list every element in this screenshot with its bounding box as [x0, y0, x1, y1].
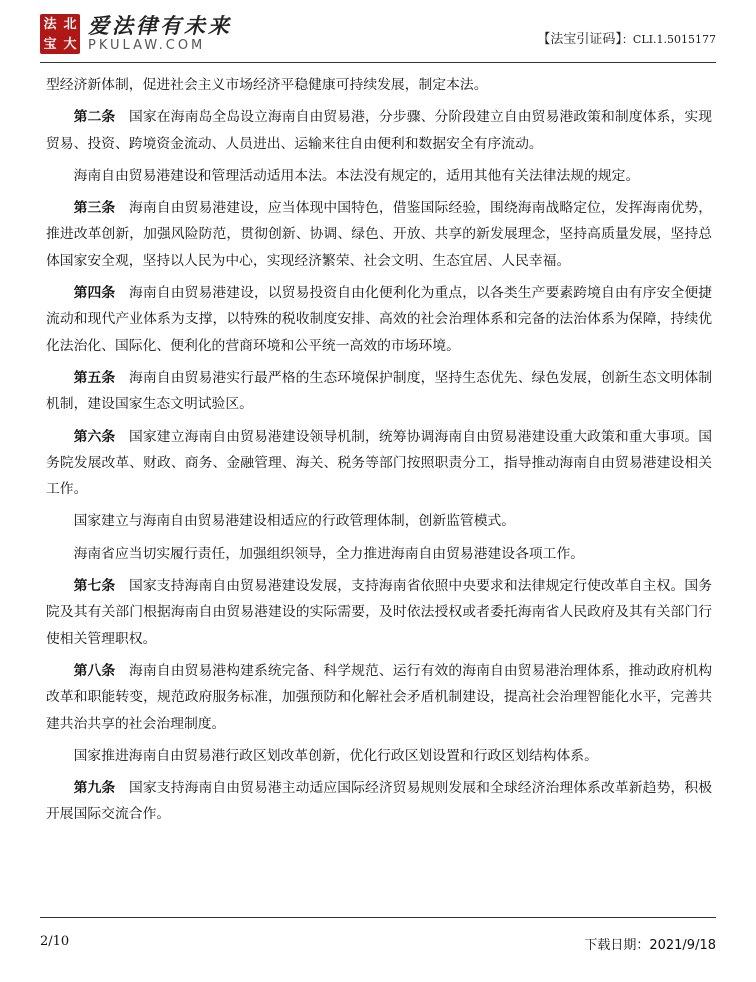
law-paragraph: [46, 365, 712, 418]
seal-char: 宝: [43, 36, 57, 52]
law-paragraph: [46, 658, 712, 737]
paragraph-text: 海南自由贸易港建设和管理活动适用本法。本法没有规定的，适用其他有关法律法规的规定。: [73, 167, 640, 184]
paragraph-text: 国家支持海南自由贸易港建设发展，支持海南省依照中央要求和法律规定行使改革自主权。国务院及其有关部门根据海南自由贸易港建设的实际需要，及时依法授权或者委托海南省人民政府及其有关部门行使相关管理职权。: [46, 578, 713, 647]
article-number: 第七条: [73, 578, 116, 595]
seal-char: 大: [63, 36, 77, 52]
article-number: 第三条: [73, 200, 116, 217]
page-header: [40, 12, 716, 56]
paragraph-text: 海南自由贸易港实行最严格的生态环境保护制度，坚持生态优先、绿色发展，创新生态文明体制机制，建设国家生态文明试验区。: [46, 369, 713, 413]
paragraph-text: 国家支持海南自由贸易港主动适应国际经济贸易规则发展和全球经济治理体系改革新趋势，积极开展国际交流合作。: [46, 780, 713, 823]
law-paragraph: [46, 775, 712, 828]
law-paragraph: [46, 104, 712, 157]
document-body: [46, 72, 712, 834]
paragraph-text: 国家在海南岛全岛设立海南自由贸易港，分步骤、分阶段建立自由贸易港政策和制度体系，实现贸易、投资、跨境资金流动、人员进出、运输来往自由便利和数据安全有序流动。: [46, 109, 713, 152]
brand-domain: PKULAW.COM: [88, 38, 206, 53]
paragraph-text: 国家推进海南自由贸易港行政区划改革创新，优化行政区划设置和行政区划结构体系。: [73, 747, 598, 764]
paragraph-text: 国家建立海南自由贸易港建设领导机制，统筹协调海南自由贸易港建设重大政策和重大事项。国务院发展改革、财政、商务、金融管理、海关、税务等部门按照职责分工，指导推动海南自由贸易港建设相关工作。: [46, 428, 713, 498]
law-paragraph: [46, 195, 712, 274]
seal-char: 北: [63, 16, 77, 32]
law-paragraph: [46, 424, 712, 503]
paragraph-text: 海南自由贸易港构建系统完备、科学规范、运行有效的海南自由贸易港治理体系，推动政府机构改革和职能转变，规范政府服务标准，加强预防和化解社会矛盾机制建设，提高社会治理智能化水平，完善共建共治共享的社会治理制度。: [46, 662, 713, 732]
law-paragraph: [46, 743, 712, 769]
paragraph-text: 国家建立与海南自由贸易港建设相适应的行政管理体制，创新监管模式。: [73, 513, 516, 530]
brand-slogan: 爱法律有未来: [88, 13, 232, 38]
article-number: 第八条: [73, 662, 116, 679]
law-paragraph: [46, 72, 712, 98]
article-number: 第九条: [73, 780, 116, 797]
citation-code: [537, 28, 716, 47]
law-paragraph: [46, 508, 712, 534]
article-number: 第五条: [73, 369, 116, 386]
law-paragraph: [46, 163, 712, 189]
seal-char: 法: [43, 16, 57, 32]
article-number: 第四条: [73, 285, 116, 302]
download-date: 下载日期：2021/9/18: [584, 938, 716, 953]
article-number: 第二条: [73, 109, 116, 126]
citation-value: ：CLI.1.5015177: [621, 33, 716, 46]
paragraph-text: 海南省应当切实履行责任，加强组织领导，全力推进海南自由贸易港建设各项工作。: [73, 545, 585, 562]
law-paragraph: [46, 280, 712, 359]
brand-logo: [88, 14, 232, 54]
citation-label: 【法宝引证码】: [537, 32, 622, 47]
paragraph-text: 海南自由贸易港建设，以贸易投资自由化便利化为重点，以各类生产要素跨境自由有序安全便捷流动和现代产业体系为支撑，以特殊的税收制度安排、高效的社会治理体系和完备的法治体系为保障，持续优化法治化、国际化、便利化的营商环境和公平统一高效的市场环境。: [46, 285, 713, 354]
header-divider: [40, 62, 716, 63]
pkulaw-seal-logo: [40, 14, 80, 54]
law-paragraph: [46, 573, 712, 652]
paragraph-text: 型经济新体制，促进社会主义市场经济平稳健康可持续发展，制定本法。: [46, 77, 488, 93]
page-number: 2/10: [40, 934, 70, 949]
footer-divider: [40, 917, 716, 918]
paragraph-text: 海南自由贸易港建设，应当体现中国特色，借鉴国际经验，围绕海南战略定位，发挥海南优势，推进改革创新，加强风险防范，贯彻创新、协调、绿色、开放、共享的新发展理念，坚持高质量发展，坚持总体国家安全观，坚持以人民为中心，实现经济繁荣、社会文明、生态宜居、人民幸福。: [46, 200, 713, 269]
law-paragraph: [46, 541, 712, 567]
article-number: 第六条: [73, 428, 116, 445]
